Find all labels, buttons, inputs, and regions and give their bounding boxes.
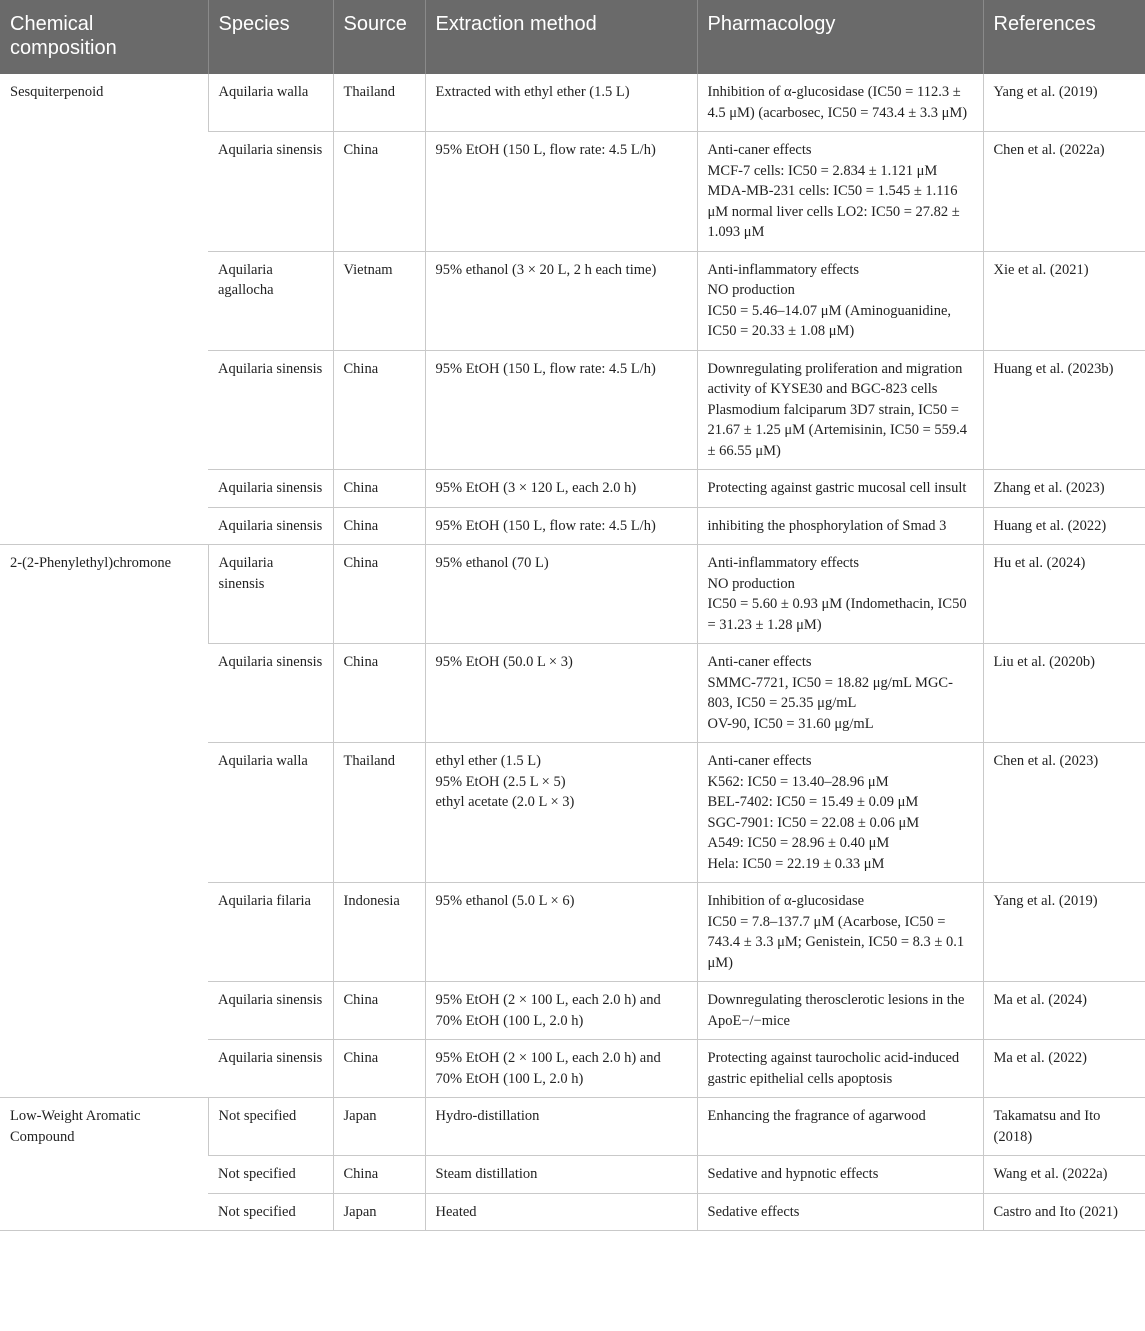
pharmacology-cell	[697, 883, 983, 982]
source-cell: China	[333, 350, 425, 470]
extraction-method-cell-line: Heated	[435, 1203, 477, 1220]
species-cell: Aquilaria sinensis	[208, 982, 333, 1040]
pharmacology-cell-line: Downregulating proliferation and migration activity of KYSE30 and BGC-823 cells	[707, 360, 963, 397]
source-cell: China	[333, 132, 425, 252]
source-cell: Indonesia	[333, 883, 425, 982]
source-cell: China	[333, 1156, 425, 1194]
pharmacology-cell-line: Anti-caner effects	[707, 654, 812, 670]
species-cell: Aquilaria sinensis	[208, 545, 333, 644]
extraction-method-cell	[425, 644, 697, 743]
header-references: References	[983, 0, 1145, 74]
pharmacology-cell	[697, 1040, 983, 1098]
pharmacology-cell-line: OV-90, IC50 = 31.60 μg/mL	[707, 715, 874, 732]
extraction-method-cell-line: Extracted with ethyl ether (1.5 L)	[435, 84, 630, 100]
table-body	[0, 74, 1145, 1231]
pharmacology-cell	[697, 743, 983, 883]
pharmacology-cell	[697, 132, 983, 252]
species-cell: Not specified	[208, 1156, 333, 1194]
pharmacology-cell-line: Downregulating therosclerotic lesions in the ApoE−/−mice	[707, 992, 965, 1029]
pharmacology-cell	[697, 644, 983, 743]
species-cell: Aquilaria sinensis	[208, 1040, 333, 1098]
reference-cell: Liu et al. (2020b)	[983, 644, 1145, 743]
source-cell: Japan	[333, 1193, 425, 1231]
species-cell: Aquilaria sinensis	[208, 470, 333, 508]
header-chemical-composition: Chemical composition	[0, 0, 208, 74]
pharmacology-cell-line: IC50 = 5.60 ± 0.93 μM (Indomethacin, IC50 = 31.23 ± 1.28 μM)	[707, 596, 967, 633]
pharmacology-cell-line: Anti-inflammatory effects	[707, 555, 860, 571]
reference-cell: Ma et al. (2022)	[983, 1040, 1145, 1098]
extraction-method-cell	[425, 251, 697, 350]
pharmacology-cell-line: Sedative and hypnotic effects	[707, 1166, 879, 1182]
species-cell: Not specified	[208, 1193, 333, 1231]
extraction-method-cell-line: 95% EtOH (150 L, flow rate: 4.5 L/h)	[435, 360, 656, 377]
header-pharmacology: Pharmacology	[697, 0, 983, 74]
species-cell: Aquilaria walla	[208, 743, 333, 883]
extraction-method-cell	[425, 1098, 697, 1156]
extraction-method-cell	[425, 545, 697, 644]
pharmacology-cell-line: A549: IC50 = 28.96 ± 0.40 μM	[707, 835, 890, 851]
extraction-method-cell	[425, 1040, 697, 1098]
pharmacology-cell-line: Anti-inflammatory effects	[707, 261, 860, 278]
species-cell: Aquilaria agallocha	[208, 251, 333, 350]
extraction-method-cell-line: 95% ethanol (70 L)	[435, 555, 549, 571]
reference-cell: Yang et al. (2019)	[983, 883, 1145, 982]
source-cell: China	[333, 1040, 425, 1098]
extraction-method-cell	[425, 470, 697, 508]
extraction-method-cell	[425, 507, 697, 545]
pharmacology-cell	[697, 350, 983, 470]
pharmacology-cell	[697, 1193, 983, 1231]
reference-cell: Hu et al. (2024)	[983, 545, 1145, 644]
pharmacology-cell-line: Hela: IC50 = 22.19 ± 0.33 μM	[707, 855, 885, 872]
pharmacology-cell-line: Enhancing the fragrance of agarwood	[707, 1108, 926, 1124]
header-species: Species	[208, 0, 333, 74]
extraction-method-cell-line: ethyl acetate (2.0 L × 3)	[435, 794, 575, 810]
table-header	[0, 0, 1145, 74]
pharmacology-cell-line: SGC-7901: IC50 = 22.08 ± 0.06 μM	[707, 814, 920, 831]
extraction-method-cell-line: 95% EtOH (2 × 100 L, each 2.0 h) and 70% EtOH (100 L, 2.0 h)	[435, 1050, 661, 1087]
extraction-method-cell	[425, 883, 697, 982]
reference-cell: Castro and Ito (2021)	[983, 1193, 1145, 1231]
extraction-method-cell-line: 95% EtOH (3 × 120 L, each 2.0 h)	[435, 480, 637, 496]
pharmacology-cell-line: Protecting against taurocholic acid-induced gastric epithelial cells apoptosis	[707, 1050, 960, 1087]
pharmacology-cell-line: Anti-caner effects	[707, 753, 812, 769]
reference-cell: Yang et al. (2019)	[983, 74, 1145, 132]
reference-cell: Ma et al. (2024)	[983, 982, 1145, 1040]
species-cell: Aquilaria sinensis	[208, 350, 333, 470]
pharmacology-cell-line: Protecting against gastric mucosal cell insult	[707, 480, 967, 496]
reference-cell: Takamatsu and Ito (2018)	[983, 1098, 1145, 1156]
extraction-method-cell	[425, 1156, 697, 1194]
extraction-method-cell-line: Steam distillation	[435, 1166, 538, 1182]
extraction-method-cell-line: Hydro-distillation	[435, 1108, 540, 1124]
extraction-method-cell-line: 95% EtOH (150 L, flow rate: 4.5 L/h)	[435, 517, 656, 534]
extraction-method-cell-line: 95% EtOH (2.5 L × 5)	[435, 773, 566, 790]
reference-cell: Xie et al. (2021)	[983, 251, 1145, 350]
reference-cell: Huang et al. (2023b)	[983, 350, 1145, 470]
pharmacology-cell-line: SMMC-7721, IC50 = 18.82 μg/mL MGC-803, IC50 = 25.35 μg/mL	[707, 674, 953, 711]
pharmacology-cell-line: BEL-7402: IC50 = 15.49 ± 0.09 μM	[707, 794, 919, 810]
header-extraction-method: Extraction method	[425, 0, 697, 74]
pharmacology-cell-line: IC50 = 5.46–14.07 μM (Aminoguanidine, IC50 = 20.33 ± 1.08 μM)	[707, 302, 952, 339]
source-cell: China	[333, 470, 425, 508]
extraction-method-cell	[425, 982, 697, 1040]
pharmacology-cell	[697, 470, 983, 508]
species-cell: Aquilaria sinensis	[208, 132, 333, 252]
pharmacology-cell-line: IC50 = 7.8–137.7 μM (Acarbose, IC50 = 743.4 ± 3.3 μM; Genistein, IC50 = 8.3 ± 0.1 μM)	[707, 913, 965, 971]
species-cell: Not specified	[208, 1098, 333, 1156]
extraction-method-cell	[425, 74, 697, 132]
header-row	[0, 0, 1145, 74]
source-cell: Vietnam	[333, 251, 425, 350]
pharmacology-cell-line: inhibiting the phosphorylation of Smad 3	[707, 517, 947, 534]
extraction-method-cell	[425, 350, 697, 470]
species-cell: Aquilaria sinensis	[208, 507, 333, 545]
pharmacology-cell-line: MCF-7 cells: IC50 = 2.834 ± 1.121 μM MDA-MB-231 cells: IC50 = 1.545 ± 1.116 μM normal liver cells LO2: IC50 = 27.82 ± 1.093 μM	[707, 162, 960, 240]
pharmacology-cell	[697, 507, 983, 545]
extraction-method-cell-line: 95% ethanol (3 × 20 L, 2 h each time)	[435, 261, 657, 278]
reference-cell: Chen et al. (2023)	[983, 743, 1145, 883]
pharmacology-cell-line: Inhibition of α-glucosidase	[707, 893, 865, 909]
source-cell: China	[333, 982, 425, 1040]
extraction-method-cell-line: ethyl ether (1.5 L)	[435, 753, 541, 769]
chemical-composition-cell: 2-(2-Phenylethyl)chromone	[0, 545, 208, 1098]
table-row	[0, 1098, 1145, 1156]
species-cell: Aquilaria walla	[208, 74, 333, 132]
chemical-composition-cell: Sesquiterpenoid	[0, 74, 208, 545]
source-cell: China	[333, 507, 425, 545]
pharmacology-cell	[697, 251, 983, 350]
species-cell: Aquilaria sinensis	[208, 644, 333, 743]
extraction-method-cell	[425, 1193, 697, 1231]
pharmacology-cell	[697, 545, 983, 644]
pharmacology-cell	[697, 1156, 983, 1194]
table-row	[0, 545, 1145, 644]
pharmacology-cell	[697, 982, 983, 1040]
pharmacology-cell-line: Plasmodium falciparum 3D7 strain, IC50 = 21.67 ± 1.25 μM (Artemisinin, IC50 = 559.4 ± 66.55 μM)	[707, 401, 968, 459]
source-cell: Thailand	[333, 743, 425, 883]
extraction-method-cell-line: 95% EtOH (150 L, flow rate: 4.5 L/h)	[435, 142, 656, 158]
chemical-composition-cell: Low-Weight Aromatic Compound	[0, 1098, 208, 1231]
reference-cell: Chen et al. (2022a)	[983, 132, 1145, 252]
reference-cell: Huang et al. (2022)	[983, 507, 1145, 545]
extraction-method-cell-line: 95% ethanol (5.0 L × 6)	[435, 893, 575, 909]
source-cell: China	[333, 644, 425, 743]
pharmacology-cell-line: NO production	[707, 282, 795, 298]
species-cell: Aquilaria filaria	[208, 883, 333, 982]
pharmacology-cell	[697, 74, 983, 132]
reference-cell: Zhang et al. (2023)	[983, 470, 1145, 508]
source-cell: Japan	[333, 1098, 425, 1156]
pharmacology-cell-line: K562: IC50 = 13.40–28.96 μM	[707, 773, 889, 790]
reference-cell: Wang et al. (2022a)	[983, 1156, 1145, 1194]
extraction-method-cell	[425, 132, 697, 252]
table-row	[0, 74, 1145, 132]
extraction-method-cell	[425, 743, 697, 883]
header-source: Source	[333, 0, 425, 74]
pharmacology-cell-line: Inhibition of α-glucosidase (IC50 = 112.3 ± 4.5 μM) (acarbosec, IC50 = 743.4 ± 3.3 μM)	[707, 84, 968, 121]
source-cell: China	[333, 545, 425, 644]
pharmacology-cell-line: NO production	[707, 575, 795, 592]
source-cell: Thailand	[333, 74, 425, 132]
extraction-method-cell-line: 95% EtOH (50.0 L × 3)	[435, 654, 573, 670]
extraction-method-cell-line: 95% EtOH (2 × 100 L, each 2.0 h) and 70% EtOH (100 L, 2.0 h)	[435, 992, 661, 1029]
pharmacology-cell-line: Sedative effects	[707, 1203, 800, 1220]
pharmacology-cell	[697, 1098, 983, 1156]
pharmacology-cell-line: Anti-caner effects	[707, 142, 812, 158]
